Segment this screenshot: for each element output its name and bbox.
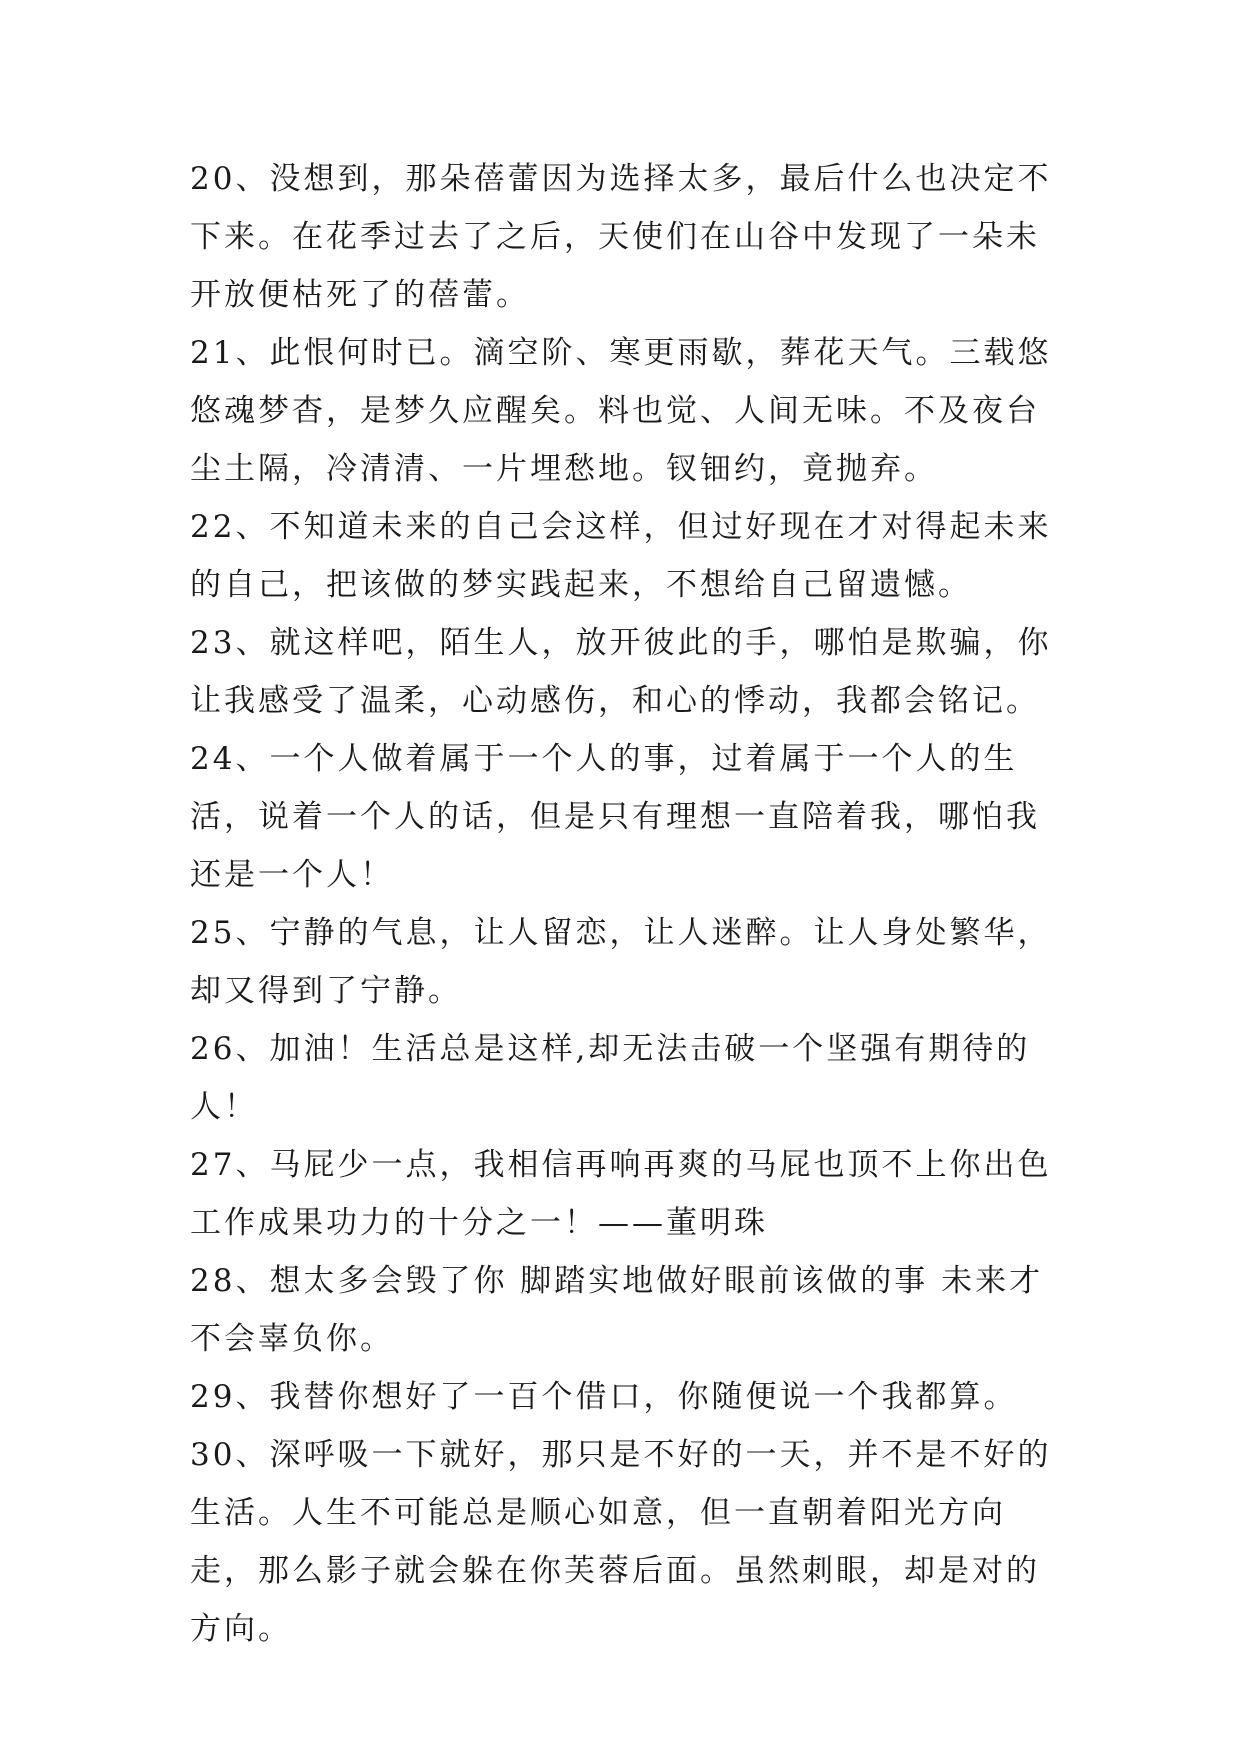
paragraph-30: 30、深呼吸一下就好，那只是不好的一天，并不是不好的生活。人生不可能总是顺心如意，但一直朝着阳光方向走，那么影子就会躲在你芙蓉后面。虽然刺眼，却是对的方向。 [190, 1437, 1052, 1647]
document-body [190, 150, 1065, 1658]
paragraph-28: 28、想太多会毁了你 脚踏实地做好眼前该做的事 未来才不会辜负你。 [190, 1263, 1044, 1357]
paragraph-24: 24、一个人做着属于一个人的事，过着属于一个人的生活，说着一个人的话，但是只有理想一直陪着我，哪怕我还是一个人！ [190, 741, 1040, 893]
paragraph-22: 22、不知道未来的自己会这样，但过好现在才对得起未来的自己，把该做的梦实践起来，不想给自己留遗憾。 [190, 509, 1052, 603]
paragraph-26: 26、加油！生活总是这样,却无法击破一个坚强有期待的人！ [190, 1031, 1031, 1125]
paragraph-25: 25、宁静的气息，让人留恋，让人迷醉。让人身处繁华，却又得到了宁静。 [190, 915, 1052, 1009]
paragraph-23: 23、就这样吧，陌生人，放开彼此的手，哪怕是欺骗，你让我感受了温柔，心动感伤，和心的悸动，我都会铭记。 [190, 625, 1052, 719]
paragraph-21: 21、此恨何时已。滴空阶、寒更雨歇，葬花天气。三载悠悠魂梦杳，是梦久应醒矣。料也觉、人间无味。不及夜台尘土隔，冷清清、一片埋愁地。钗钿约，竟抛弃。 [190, 335, 1052, 487]
paragraph-29: 29、我替你想好了一百个借口，你随便说一个我都算。 [190, 1379, 1018, 1415]
paragraph-20: 20、没想到，那朵蓓蕾因为选择太多，最后什么也决定不下来。在花季过去了之后，天使们在山谷中发现了一朵未开放便枯死了的蓓蕾。 [190, 161, 1052, 313]
paragraph-27: 27、马屁少一点，我相信再响再爽的马屁也顶不上你出色工作成果功力的十分之一！——董明珠 [190, 1147, 1052, 1241]
